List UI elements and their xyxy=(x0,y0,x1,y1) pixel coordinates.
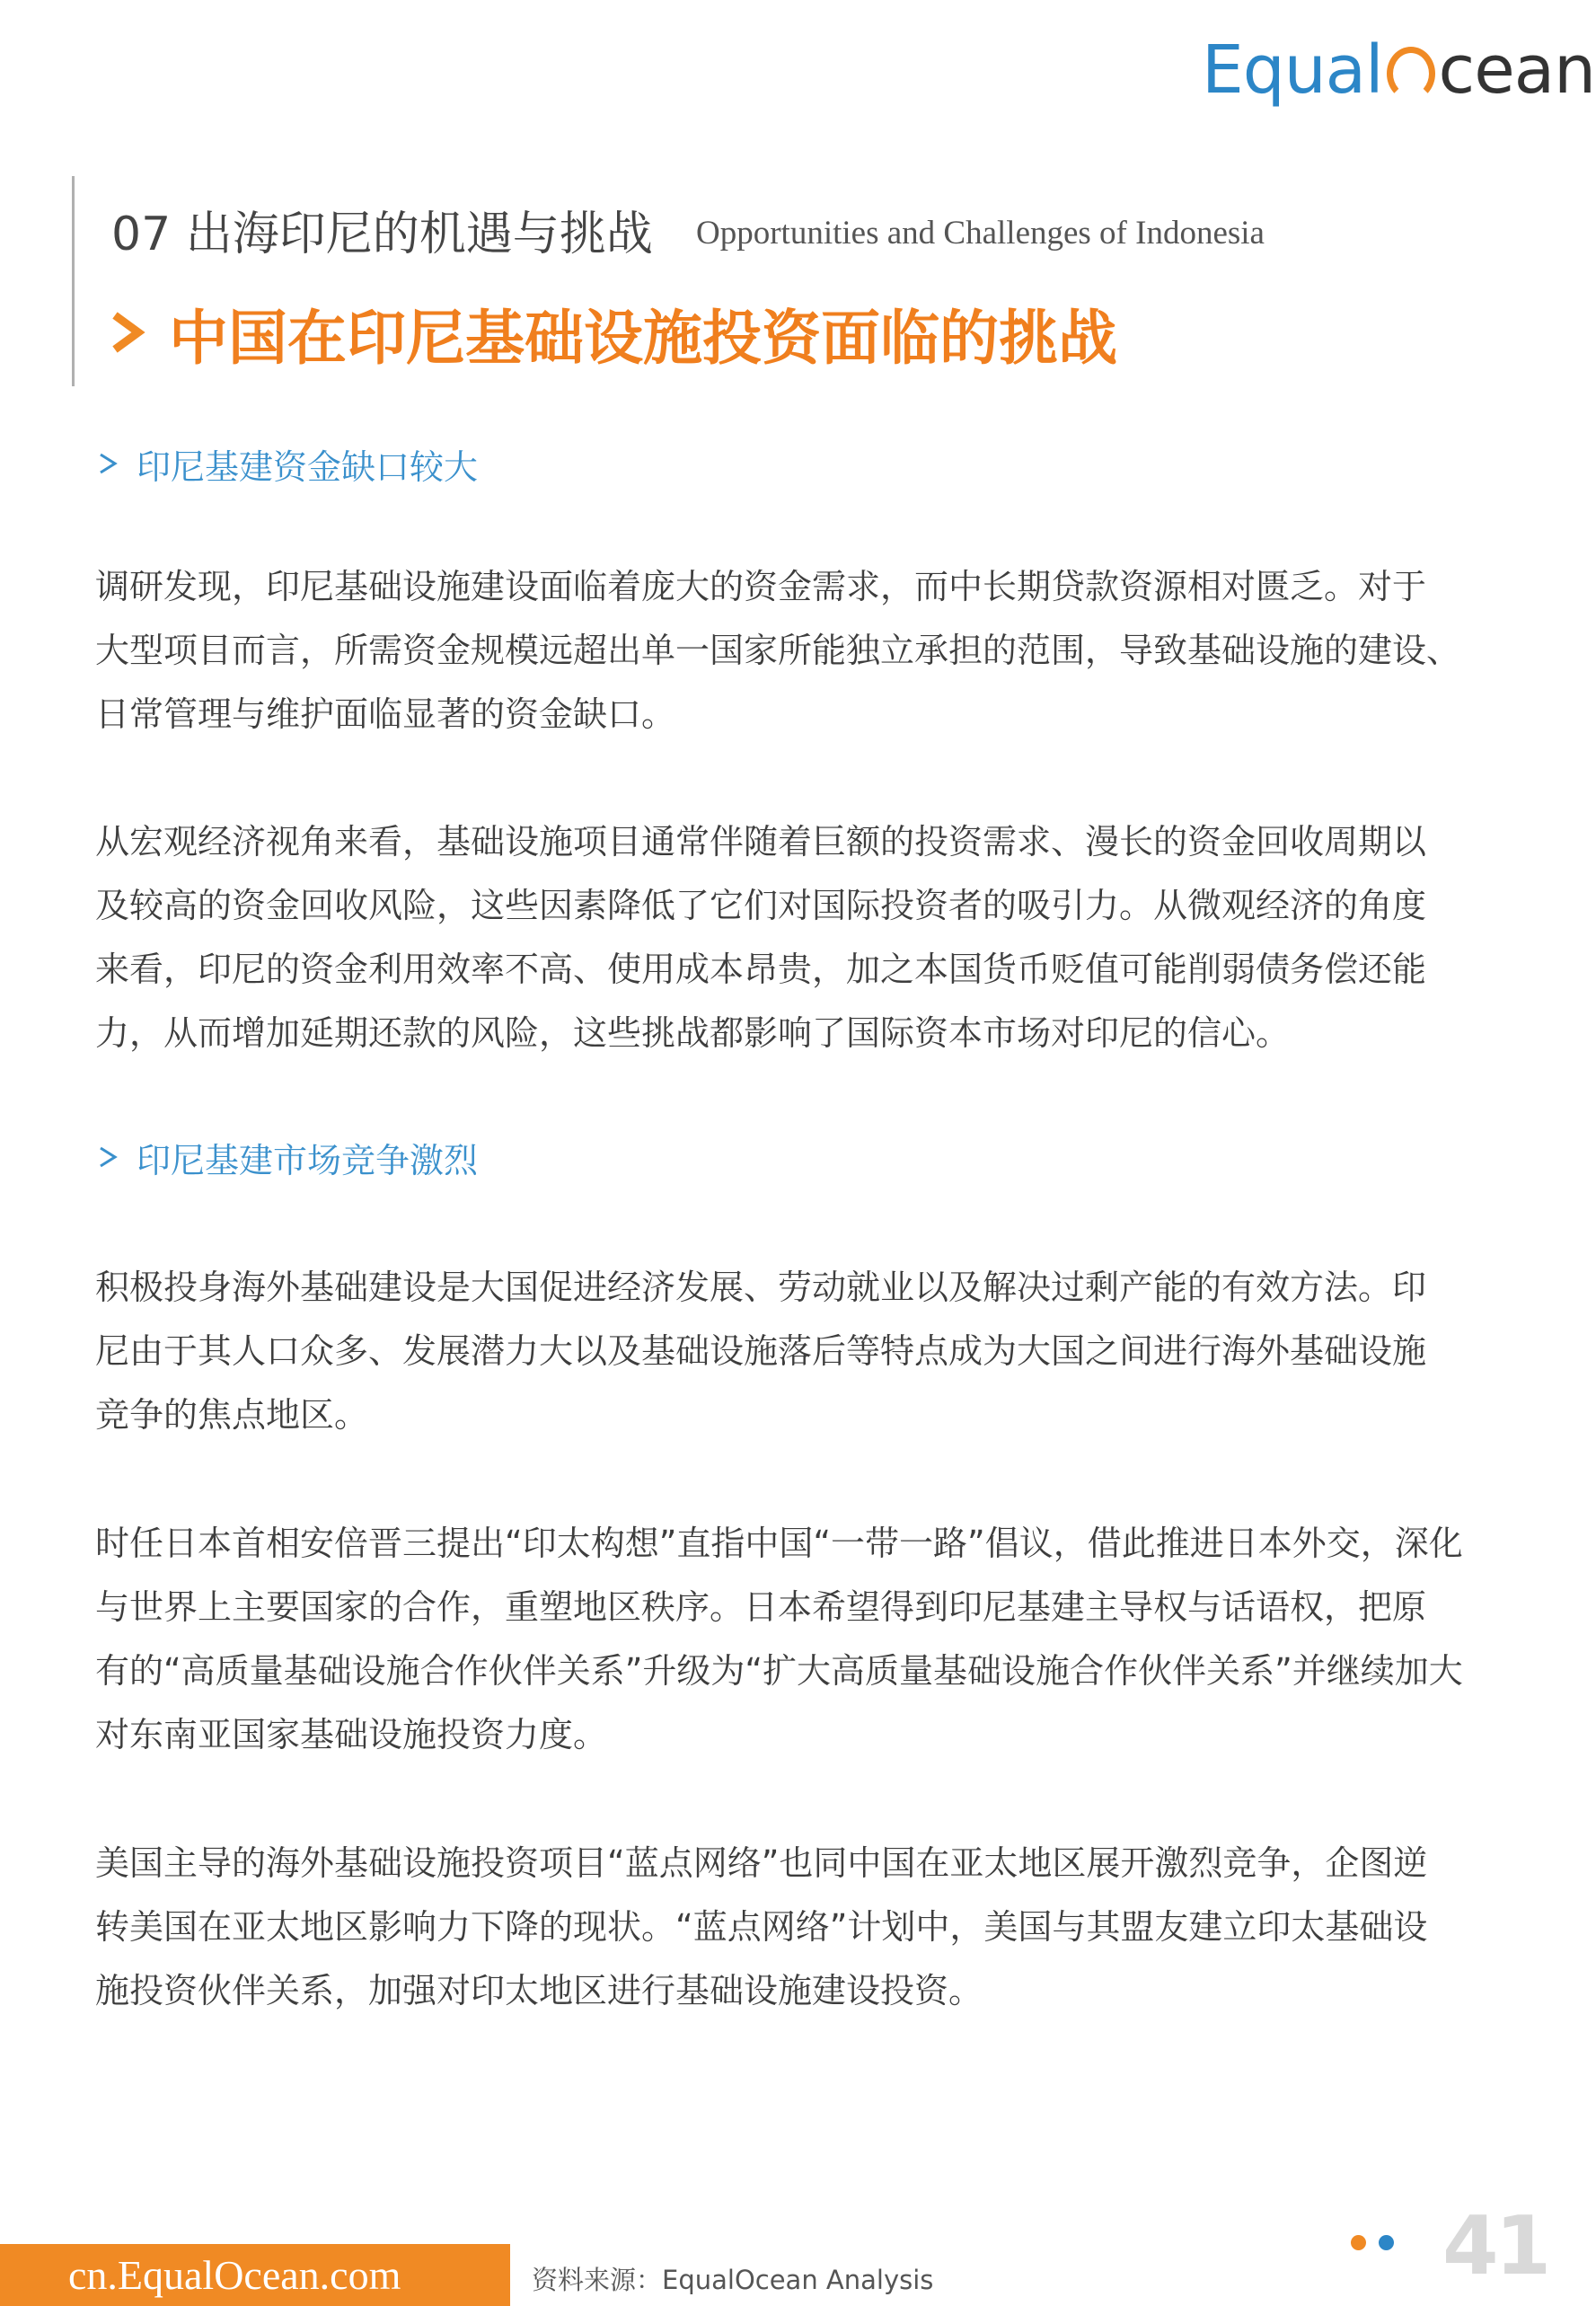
title-chevron-icon xyxy=(110,310,145,355)
paragraph-1 xyxy=(95,555,1514,747)
paragraph-line: 尼由于其人口众多、发展潜力大以及基础设施落后等特点成为大国之间进行海外基础设施 xyxy=(95,1331,1427,1371)
page-number: 41 xyxy=(1442,2199,1548,2293)
paragraph-line: 大型项目而言，所需资金规模远超出单一国家所能独立承担的范围，导致基础设施的建设、 xyxy=(95,631,1461,670)
logo-text-left: Equal xyxy=(1202,31,1383,109)
chapter-divider-line xyxy=(72,176,75,386)
paragraph-4 xyxy=(95,1512,1514,1767)
section-heading-2 xyxy=(97,1130,478,1184)
section-heading-text: 印尼基建市场竞争激烈 xyxy=(137,1140,479,1180)
paragraph-line: 日常管理与维护面临显著的资金缺口。 xyxy=(95,694,676,734)
chapter-title-en: Opportunities and Challenges of Indonesia xyxy=(696,215,1265,252)
paragraph-line: 及较高的资金回收风险，这些因素降低了它们对国际投资者的吸引力。从微观经济的角度 xyxy=(95,886,1427,925)
footer-url-link[interactable]: cn.EqualOcean.com xyxy=(68,2252,401,2298)
paragraph-line: 施投资伙伴关系，加强对印太地区进行基础设施建设投资。 xyxy=(95,1971,983,2010)
paragraph-3 xyxy=(95,1256,1514,1447)
paragraph-line: 与世界上主要国家的合作，重塑地区秩序。日本希望得到印尼基建主导权与话语权，把原 xyxy=(95,1587,1427,1627)
paragraph-line: 有的“高质量基础设施合作伙伴关系”升级为“扩大高质量基础设施合作伙伴关系”并继续加大 xyxy=(95,1651,1463,1691)
paragraph-line: 积极投身海外基础建设是大国促进经济发展、劳动就业以及解决过剩产能的有效方法。印 xyxy=(95,1268,1427,1307)
equalocean-logo[interactable] xyxy=(1202,25,1595,115)
paragraph-line: 时任日本首相安倍晋三提出“印太构想”直指中国“一带一路”倡议，借此推进日本外交，深化 xyxy=(95,1524,1463,1563)
paragraph-2 xyxy=(95,810,1514,1065)
paragraph-line: 力，从而增加延期还款的风险，这些挑战都影响了国际资本市场对印尼的信心。 xyxy=(95,1013,1291,1053)
paragraph-line: 从宏观经济视角来看，基础设施项目通常伴随着巨额的投资需求、漫长的资金回收周期以 xyxy=(95,822,1427,861)
blue-dot-icon xyxy=(1379,2235,1394,2250)
logo-o-icon xyxy=(1387,47,1435,101)
source-note: 资料来源：EqualOcean Analysis xyxy=(532,2265,934,2295)
footer-bar xyxy=(0,2244,510,2306)
paragraph-line: 美国主导的海外基础设施投资项目“蓝点网络”也同中国在亚太地区展开激烈竞争，企图逆 xyxy=(95,1843,1428,1883)
paragraph-line: 转美国在亚太地区影响力下降的现状。“蓝点网络”计划中，美国与其盟友建立印太基础设 xyxy=(95,1907,1428,1947)
orange-dot-icon xyxy=(1351,2235,1366,2250)
logo-text-right: cean xyxy=(1438,31,1596,109)
paragraph-5 xyxy=(95,1832,1514,2023)
paragraph-line: 来看，印尼的资金利用效率不高、使用成本昂贵，加之本国货币贬值可能削弱债务偿还能 xyxy=(95,950,1427,989)
page-title-row xyxy=(110,296,1117,373)
page-title: 中国在印尼基础设施投资面临的挑战 xyxy=(169,303,1117,373)
section-heading-1 xyxy=(97,437,478,490)
paragraph-line: 对东南亚国家基础设施投资力度。 xyxy=(95,1715,608,1754)
paragraph-line: 竞争的焦点地区。 xyxy=(95,1395,369,1435)
section-heading-text: 印尼基建资金缺口较大 xyxy=(137,446,479,487)
section-chevron-icon xyxy=(97,1144,119,1170)
paragraph-line: 调研发现，印尼基础设施建设面临着庞大的资金需求，而中长期贷款资源相对匮乏。对于 xyxy=(95,567,1427,606)
section-chevron-icon xyxy=(97,451,119,476)
chapter-title-cn: 07 出海印尼的机遇与挑战 xyxy=(111,208,653,261)
